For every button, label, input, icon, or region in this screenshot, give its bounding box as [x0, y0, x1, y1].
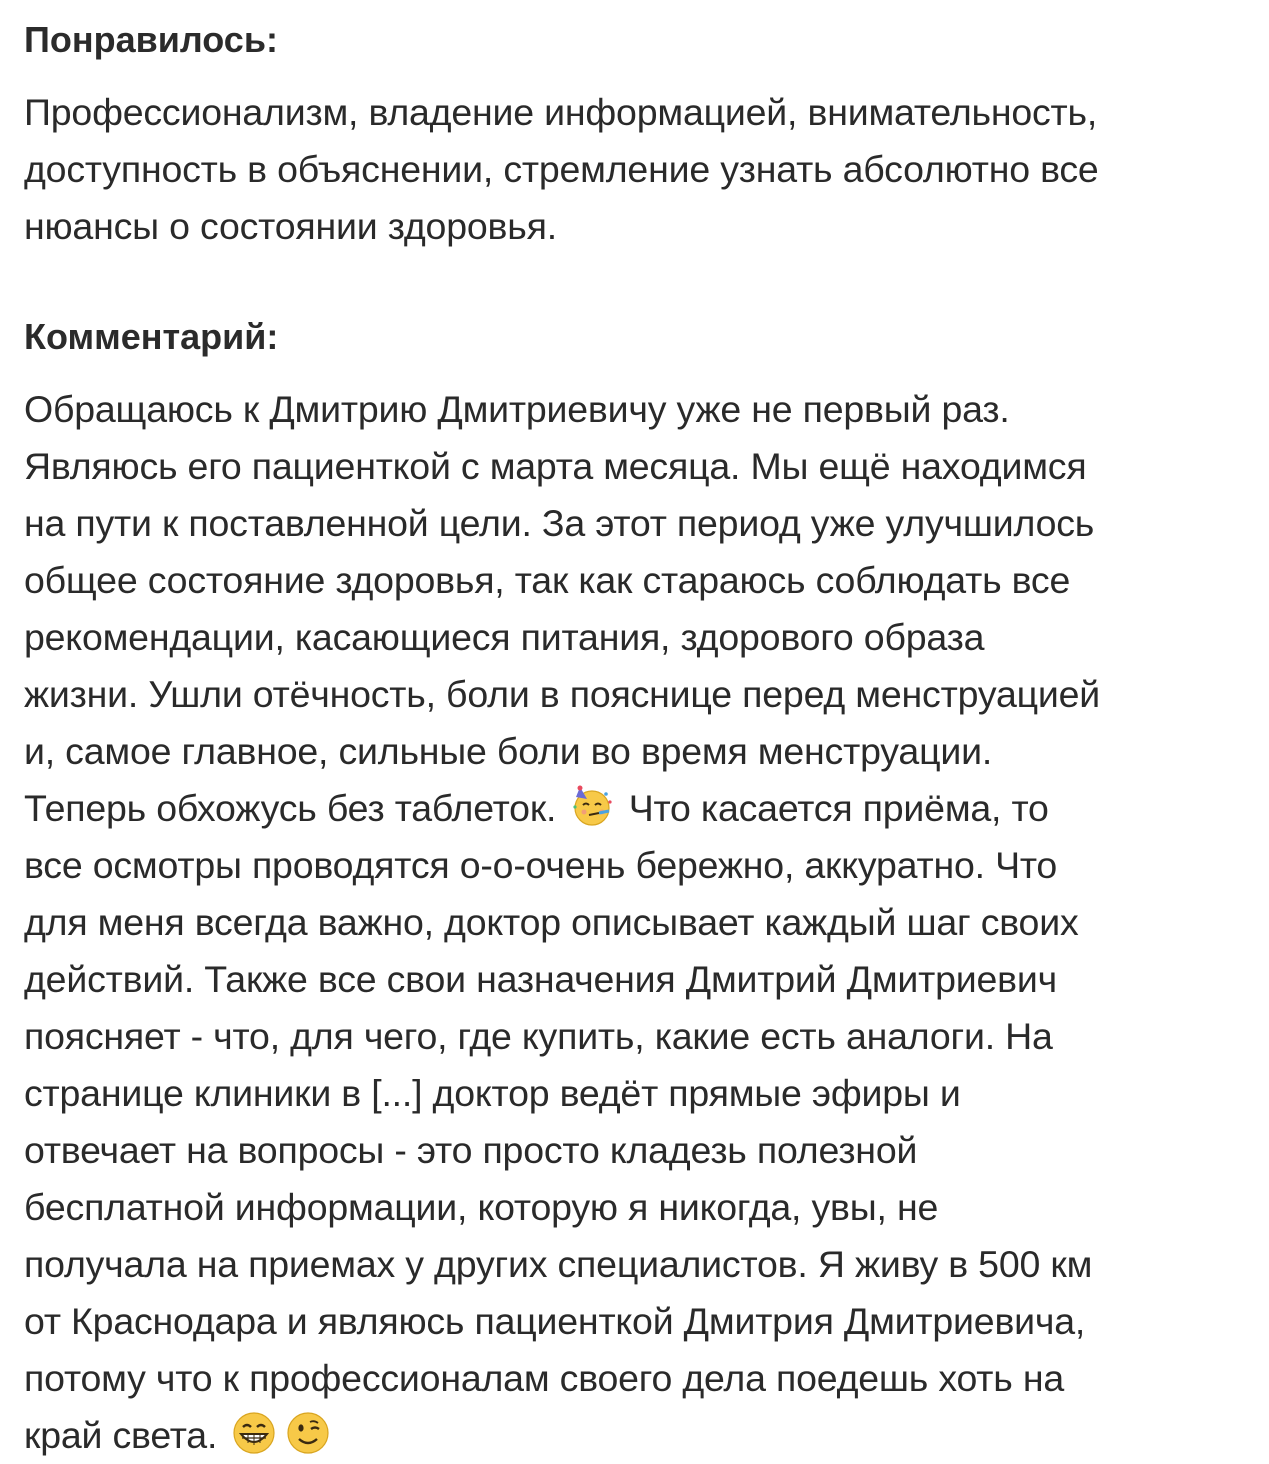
liked-heading: Понравилось:	[24, 19, 278, 60]
comment-line: от Краснодара и являюсь пациенткой Дмитрия Дмитриевича,	[24, 1300, 1086, 1342]
comment-line: поясняет - что, для чего, где купить, какие есть аналоги. На	[24, 1015, 1053, 1057]
comment-line: на пути к поставленной цели. За этот период уже улучшилось	[24, 502, 1095, 544]
winking-face-icon	[285, 1410, 331, 1456]
comment-line: отвечает на вопросы - это просто кладезь полезной	[24, 1129, 918, 1171]
comment-line-part: Теперь обхожусь без таблеток.	[24, 787, 557, 829]
grinning-face-icon	[231, 1410, 277, 1456]
comment-line: действий. Также все свои назначения Дмитрий Дмитриевич	[24, 958, 1057, 1000]
comment-last-line	[24, 1407, 1260, 1464]
comment-line: все осмотры проводятся о-о-очень бережно, аккуратно. Что	[24, 844, 1058, 886]
liked-text	[24, 84, 1260, 255]
comment-heading: Комментарий:	[24, 316, 279, 357]
review-card	[24, 12, 1260, 1464]
liked-line: нюансы о состоянии здоровья.	[24, 205, 557, 247]
comment-line: потому что к профессионалам своего дела поедешь хоть на	[24, 1357, 1065, 1399]
comment-line: жизни. Ушли отёчность, боли в пояснице перед менструацией	[24, 673, 1101, 715]
comment-line: Являюсь его пациенткой с марта месяца. Мы ещё находимся	[24, 445, 1087, 487]
comment-line: общее состояние здоровья, так как стараюсь соблюдать все	[24, 559, 1071, 601]
comment-line-with-emoji	[24, 780, 1260, 837]
comment-line: получала на приемах у других специалистов. Я живу в 500 км	[24, 1243, 1093, 1285]
comment-text	[24, 381, 1260, 1464]
comment-line: Обращаюсь к Дмитрию Дмитриевичу уже не первый раз.	[24, 388, 1010, 430]
comment-line: и, самое главное, сильные боли во время менструации.	[24, 730, 993, 772]
comment-line: для меня всегда важно, доктор описывает каждый шаг своих	[24, 901, 1079, 943]
comment-line-part: Что касается приёма, то	[628, 787, 1049, 829]
comment-line-part: край света.	[24, 1414, 218, 1456]
comment-line: рекомендации, касающиеся питания, здорового образа	[24, 616, 985, 658]
liked-line: доступность в объяснении, стремление узнать абсолютно все	[24, 148, 1099, 190]
comment-line: бесплатной информации, которую я никогда, увы, не	[24, 1186, 939, 1228]
comment-line: странице клиники в [...] доктор ведёт прямые эфиры и	[24, 1072, 961, 1114]
liked-line: Профессионализм, владение информацией, внимательность,	[24, 91, 1098, 133]
partying-face-icon	[570, 785, 614, 829]
